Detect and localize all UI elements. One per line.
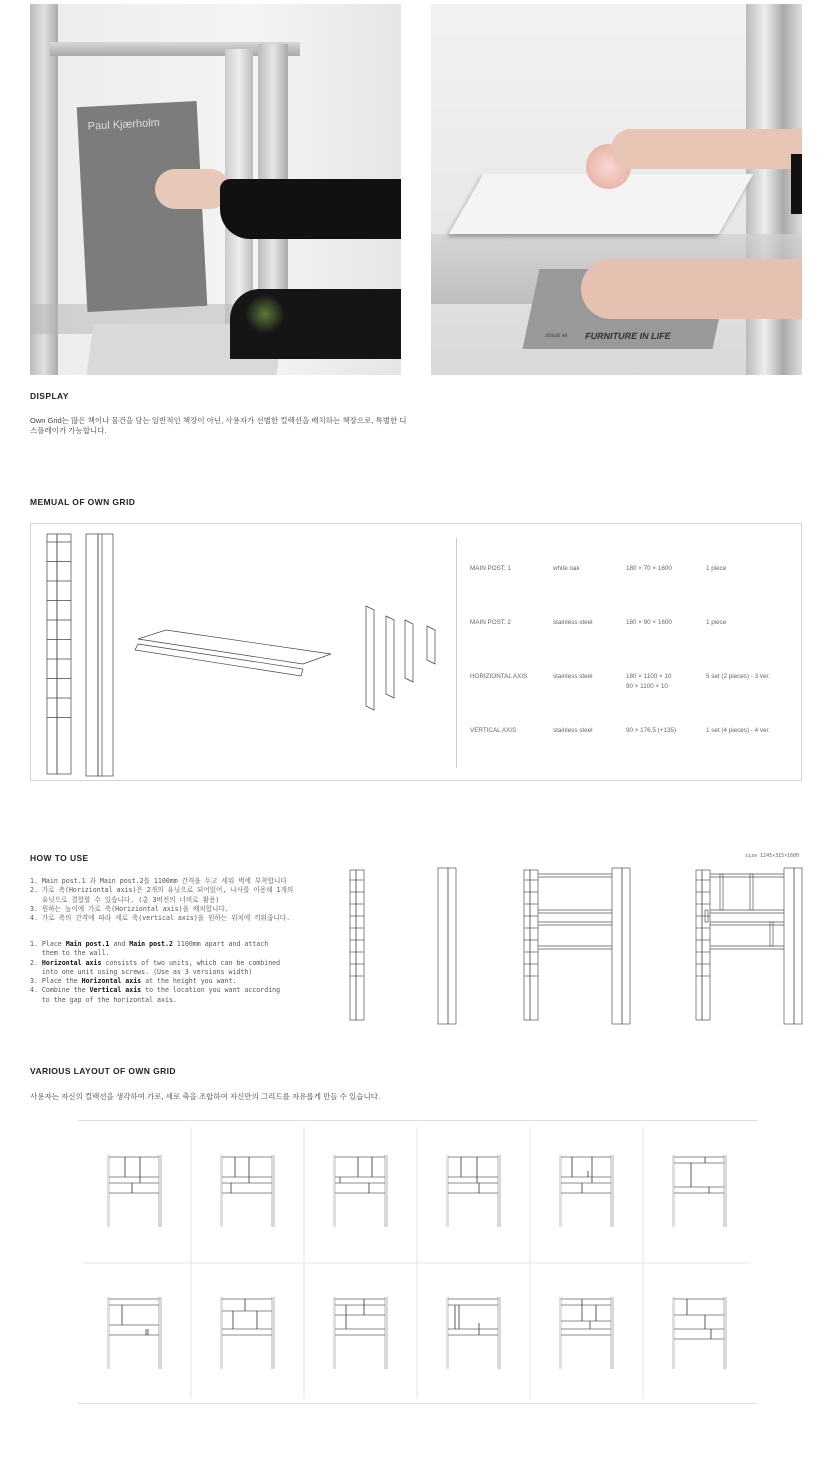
howto-ko-item: 유닛으로 결합할 수 있습니다. (총 3버전의 너비로 활용) (30, 895, 220, 904)
parts-drawing (31, 524, 451, 782)
howto-en-item: 1. Place Main post.1 and Main post.2 1100mm apart and attach (30, 940, 269, 948)
part-material: stainless steel (553, 673, 593, 680)
size-line: 180 × 70 × 1600 (626, 565, 672, 572)
howto-en-item: into one unit using screws. (Use as 3 versions width) (30, 967, 253, 976)
layout-variant (559, 1155, 614, 1227)
layout-variant (107, 1155, 162, 1227)
howto-ko-item: 3. 원하는 높이에 가로 축(Horiziontal axis)을 배치합니다. (30, 904, 229, 913)
photo-display-1 (30, 4, 401, 375)
part-name: MAIN POST. 1 (470, 565, 511, 572)
howto-en-item: 2. Horizontal axis consists of two units, which can be combined (30, 958, 281, 967)
howto-en-item: them to the wall. (30, 949, 110, 958)
layout-variant (672, 1297, 727, 1369)
various-text: 사용자는 자신의 컬렉션을 생각하여 가로, 세로 축을 조합하여 자신만의 그리드를 자유롭게 만들 수 있습니다. (30, 1092, 381, 1101)
part-qty: 1 piece (706, 619, 727, 626)
howto-steps-drawing (340, 862, 810, 1032)
photo-display-2 (431, 4, 802, 375)
part-qty: 5 set (2 pieces) - 3 ver. (706, 673, 771, 680)
part-material: stainless steel (553, 727, 593, 734)
size-line: 90 × 176.5 (+135) (626, 727, 677, 734)
size-line: 90 × 1100 × 10 (626, 683, 668, 690)
layout-variant (446, 1297, 501, 1369)
divider (456, 538, 457, 768)
display-text: Own Grid는 많은 책이나 물건을 담는 일반적인 책장이 아닌, 사용자가 선별한 컬렉션을 배치하는 책장으로, 특별한 디스플레이가 가능합니다. (30, 416, 407, 435)
layout-variant (446, 1155, 501, 1227)
layout-variant (333, 1297, 388, 1369)
layout-variant (672, 1155, 727, 1227)
size-note: size 1245×315×1600 (745, 853, 800, 859)
layout-variant (220, 1297, 275, 1369)
part-size (626, 726, 676, 736)
part-name: VERTICAL AXIS (470, 727, 517, 734)
part-size (626, 618, 672, 628)
layout-variant (107, 1297, 162, 1369)
layout-variant (333, 1155, 388, 1227)
howto-heading: HOW TO USE (30, 853, 89, 863)
howto-en-item: 3. Place the Horizontal axis at the height you want. (30, 977, 237, 986)
book: Paul Kjærholm (77, 101, 208, 312)
part-qty: 1 set (4 pieces) - 4 ver. (706, 727, 771, 734)
size-line: 180 × 90 × 1600 (626, 619, 672, 626)
howto-en-list (30, 940, 280, 1005)
book: FURNITURE IN LIFE ISSUE 44 (522, 269, 729, 349)
howto-ko-item: 4. 가로 축의 간격에 따라 세로 축(vertical axis)을 원하는 위치에 끼워줍니다. (30, 914, 291, 923)
part-size (626, 564, 672, 574)
layout-variations (78, 1121, 757, 1405)
howto-en-item: to the gap of the horizontal axis. (30, 995, 177, 1004)
part-size (626, 672, 671, 692)
part-material: white oak (553, 565, 580, 572)
howto-ko-item: 1. Main post.1 과 Main post.2를 1100mm 간격을 두고 세워 벽에 부착합니다 (30, 877, 287, 885)
part-name: HORIZIONTAL AXIS (470, 673, 528, 680)
layout-variant (220, 1155, 275, 1227)
part-name: MAIN POST. 2 (470, 619, 511, 626)
howto-ko-list (30, 877, 293, 923)
size-line: 180 × 1100 × 10 (626, 673, 672, 680)
manual-box (30, 523, 802, 781)
howto-ko-item: 2. 가로 축(Horiziontal axis)은 2개의 유닛으로 되어있어, 나사를 이용해 1개의 (30, 886, 294, 895)
layout-variant (559, 1297, 614, 1369)
manual-heading: MEMUAL OF OWN GRID (30, 497, 136, 507)
part-qty: 1 piece (706, 565, 727, 572)
display-heading: DISPLAY (30, 391, 69, 401)
part-material: stainless steel (553, 619, 593, 626)
howto-en-item: 4. Combine the Vertical axis to the location you want according (30, 986, 281, 995)
layout-grid (78, 1120, 757, 1404)
various-heading: VARIOUS LAYOUT OF OWN GRID (30, 1066, 176, 1076)
